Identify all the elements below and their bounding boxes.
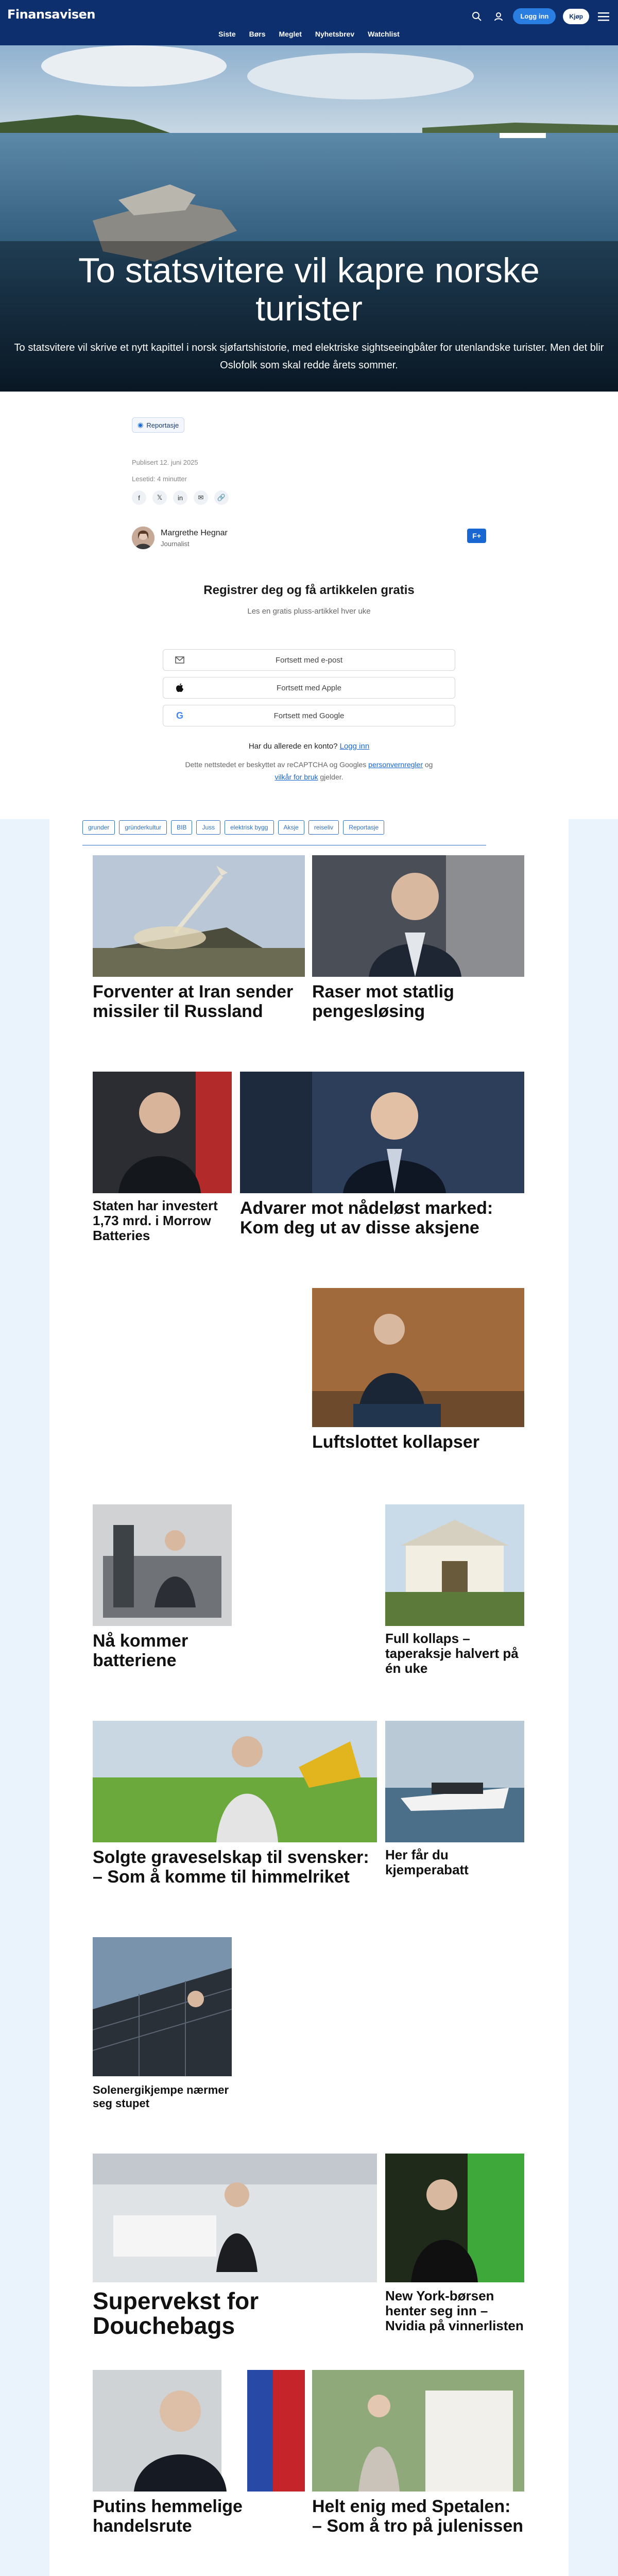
article-meta: [132, 392, 486, 819]
tag-chip[interactable]: Aksje: [278, 820, 304, 835]
article-image: [93, 2370, 305, 2492]
article-title: Helt enig med Spetalen: – Som å tro på julenissen: [312, 2497, 524, 2536]
privacy-link[interactable]: personvernregler: [368, 760, 423, 769]
site-header: [0, 0, 618, 45]
article-title: To statsvitere vil kapre norske turister: [78, 251, 540, 328]
article-card[interactable]: [93, 1072, 232, 1267]
article-image: [93, 2154, 377, 2282]
article-title: Advarer mot nådeløst marked: Kom deg ut av disse aksjene: [240, 1198, 493, 1238]
article-title: Staten har investert 1,73 mrd. i Morrow Batteries: [93, 1198, 218, 1243]
subscribe-button[interactable]: Kjøp: [563, 9, 589, 24]
apple-icon: [175, 683, 185, 693]
share-bar: [132, 490, 229, 505]
continue-apple-button[interactable]: [163, 677, 455, 699]
nav-item-meglet[interactable]: Meglet: [279, 30, 302, 38]
register-subtitle: Les en gratis pluss-artikkel hver uke: [247, 607, 371, 616]
article-image: [312, 2370, 524, 2492]
login-link[interactable]: Logg inn: [339, 742, 370, 751]
author-name: Margrethe Hegnar: [161, 528, 228, 537]
category-tag[interactable]: [132, 417, 184, 433]
login-button[interactable]: Logg inn: [513, 8, 556, 24]
continue-email-label: Fortsett med e-post: [275, 655, 343, 665]
article-title: Supervekst for Douchebags: [93, 2287, 259, 2339]
continue-email-button[interactable]: [163, 649, 455, 671]
article-image: [385, 1721, 524, 1842]
article-card[interactable]: [312, 1288, 524, 1484]
tag-label: Reportasje: [146, 421, 179, 429]
nav-item-bors[interactable]: Børs: [249, 30, 266, 38]
has-account-text: [132, 742, 486, 751]
continue-google-button[interactable]: [163, 705, 455, 726]
article-title: Nå kommer batteriene: [93, 1631, 188, 1670]
author-byline[interactable]: [132, 527, 228, 549]
topic-tags: [82, 820, 384, 835]
author-role: Journalist: [161, 539, 190, 548]
search-icon[interactable]: [470, 9, 484, 24]
continue-apple-label: Fortsett med Apple: [277, 683, 341, 692]
captcha-notice: [163, 758, 455, 783]
tag-chip[interactable]: Reportasje: [343, 820, 384, 835]
article-card[interactable]: [312, 855, 524, 1025]
article-title: Raser mot statlig pengesløsing: [312, 982, 454, 1021]
tag-chip[interactable]: grunder: [82, 820, 115, 835]
article-card[interactable]: [93, 2154, 377, 2349]
google-icon: G: [176, 710, 183, 721]
email-icon: [175, 655, 185, 665]
tag-icon: ◉: [138, 421, 144, 429]
article-title: Putins hemmelige handelsrute: [93, 2497, 243, 2536]
article-image: [93, 1937, 232, 2076]
tag-chip[interactable]: reiseliv: [308, 820, 339, 835]
article-lede: To statsvitere vil skrive et nytt kapittel i norsk sjøfartshistorie, med elektriske sightseeingbåter for utenlandske turister. Men det blir Oslofolk som skal redde årets sommer.: [14, 342, 604, 371]
article-image: [312, 1288, 524, 1427]
article-image: [93, 855, 305, 977]
site-logo[interactable]: Finansavisen: [7, 7, 95, 22]
nav-item-nyhetsbrev[interactable]: Nyhetsbrev: [315, 30, 355, 38]
avatar: [132, 527, 154, 549]
x-icon[interactable]: 𝕏: [152, 490, 167, 505]
nav-item-watchlist[interactable]: Watchlist: [368, 30, 400, 38]
plus-badge: F+: [467, 529, 486, 543]
article-title: Luftslottet kollapser: [312, 1432, 479, 1452]
article-title: Her får du kjemperabatt: [385, 1847, 469, 1877]
link-icon[interactable]: 🔗: [214, 490, 229, 505]
article-card[interactable]: [240, 1072, 524, 1267]
article-title: Solenergikjempe nærmer seg stupet: [93, 2083, 229, 2110]
main-nav: [0, 30, 618, 38]
article-card[interactable]: [385, 1721, 524, 1891]
article-card[interactable]: [93, 1721, 377, 1917]
article-title: New York-børsen henter seg inn – Nvidia på vinnerlisten: [385, 2288, 524, 2333]
article-title: Full kollaps – taperaksje halvert på én uke: [385, 1631, 519, 1676]
read-time: Lesetid: 4 minutter: [132, 475, 187, 483]
captcha-prefix: Dette nettstedet er beskyttet av reCAPTCHA og Googles: [185, 760, 367, 769]
article-title: Solgte graveselskap til svensker: – Som å komme til himmelriket: [93, 1848, 369, 1887]
article-card[interactable]: [385, 2154, 524, 2360]
article-card[interactable]: [312, 2370, 524, 2566]
facebook-icon[interactable]: f: [132, 490, 146, 505]
user-icon[interactable]: [491, 9, 506, 24]
linkedin-icon[interactable]: in: [173, 490, 187, 505]
has-account-label: Har du allerede en konto?: [248, 742, 338, 751]
article-image: [93, 1504, 232, 1626]
article-image: [385, 2154, 524, 2282]
article-card[interactable]: [93, 855, 305, 1046]
article-image: [385, 1504, 524, 1626]
article-image: [93, 1721, 377, 1842]
terms-link[interactable]: vilkår for bruk: [274, 773, 318, 781]
tag-chip[interactable]: elektrisk bygg: [225, 820, 273, 835]
tag-chip[interactable]: gründerkultur: [119, 820, 167, 835]
published-date: Publisert 12. juni 2025: [132, 459, 198, 466]
tag-chip[interactable]: Juss: [196, 820, 220, 835]
hero-image: [0, 45, 618, 392]
header-actions: [470, 8, 611, 24]
article-card[interactable]: [93, 1937, 232, 2110]
captcha-and: og: [424, 760, 433, 769]
article-card[interactable]: [93, 1504, 232, 1674]
article-image: [240, 1072, 524, 1193]
article-image: [93, 1072, 232, 1193]
tag-chip[interactable]: BIB: [171, 820, 192, 835]
article-image: [312, 855, 524, 977]
menu-icon[interactable]: [596, 9, 611, 24]
article-title: Forventer at Iran sender missiler til Russland: [93, 982, 294, 1021]
article-card[interactable]: [93, 2370, 305, 2540]
article-card[interactable]: [385, 1504, 524, 1700]
email-icon[interactable]: ✉: [194, 490, 208, 505]
continue-google-label: Fortsett med Google: [273, 711, 345, 720]
register-title: Registrer deg og få artikkelen gratis: [203, 583, 415, 597]
nav-item-siste[interactable]: Siste: [218, 30, 236, 38]
captcha-suffix: gjelder.: [320, 773, 344, 781]
